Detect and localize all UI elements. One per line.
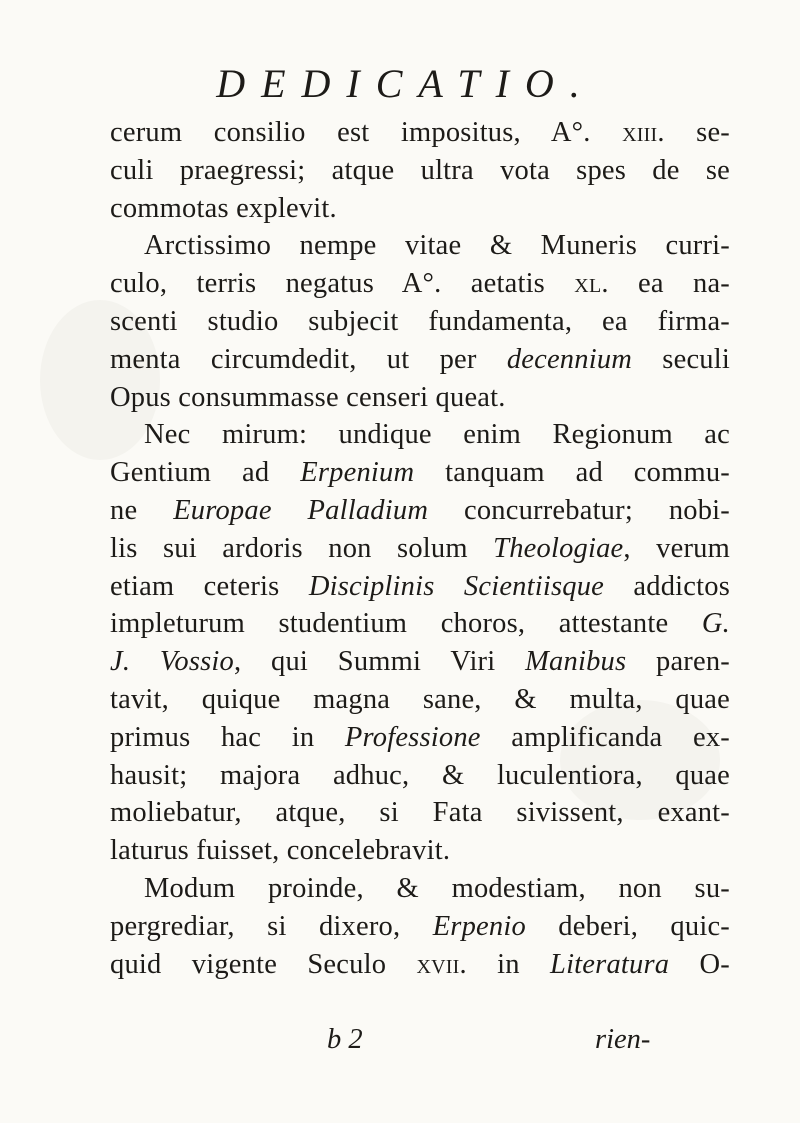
page-footer (0, 1024, 800, 1064)
text-line: J. Vossio, qui Summi Viri Manibus paren- (110, 646, 730, 678)
text-line: Modum proinde, & modestiam, non su- (144, 872, 730, 904)
text-line: Opus consummasse censeri queat. (110, 381, 506, 413)
text-line: Nec mirum: undique enim Regionum ac (144, 419, 730, 451)
signature-mark: b 2 (327, 1024, 363, 1055)
text-line: lis sui ardoris non solum Theologiae, verum (110, 532, 730, 564)
text-line: etiam ceteris Disciplinis Scientiisque addictos (110, 570, 730, 602)
text-line: laturus fuisset, concelebravit. (110, 835, 451, 867)
catchword: rien- (595, 1024, 651, 1055)
text-line: culi praegressi; atque ultra vota spes de se (110, 154, 730, 186)
text-line: cerum consilio est impositus, A°. xiii. se- (110, 117, 730, 148)
text-line: hausit; majora adhuc, & luculentiora, quae (110, 759, 730, 791)
text-line: impleturum studentium choros, attestante G. (110, 608, 730, 640)
text-line: tavit, quique magna sane, & multa, quae (110, 683, 730, 715)
running-head: DEDICATIO. (216, 61, 596, 106)
text-line: ne Europae Palladium concurrebatur; nobi- (110, 494, 730, 526)
text-line: moliebatur, atque, si Fata sivissent, exant- (110, 797, 730, 829)
text-line: Gentium ad Erpenium tanquam ad commu- (110, 457, 730, 489)
text-line: Arctissimo nempe vitae & Muneris curri- (144, 230, 730, 262)
text-line: menta circumdedit, ut per decennium seculi (110, 343, 730, 375)
dedication-body-text (110, 114, 730, 983)
text-line: scenti studio subjecit fundamenta, ea firma- (110, 305, 730, 337)
text-line: commotas explevit. (110, 192, 337, 224)
text-line: primus hac in Professione amplificanda ex- (110, 721, 730, 753)
text-line: culo, terris negatus A°. aetatis xl. ea na- (110, 268, 730, 300)
text-line: quid vigente Seculo xvii. in Literatura O- (110, 948, 730, 980)
text-line: pergrediar, si dixero, Erpenio deberi, quic- (110, 910, 730, 942)
